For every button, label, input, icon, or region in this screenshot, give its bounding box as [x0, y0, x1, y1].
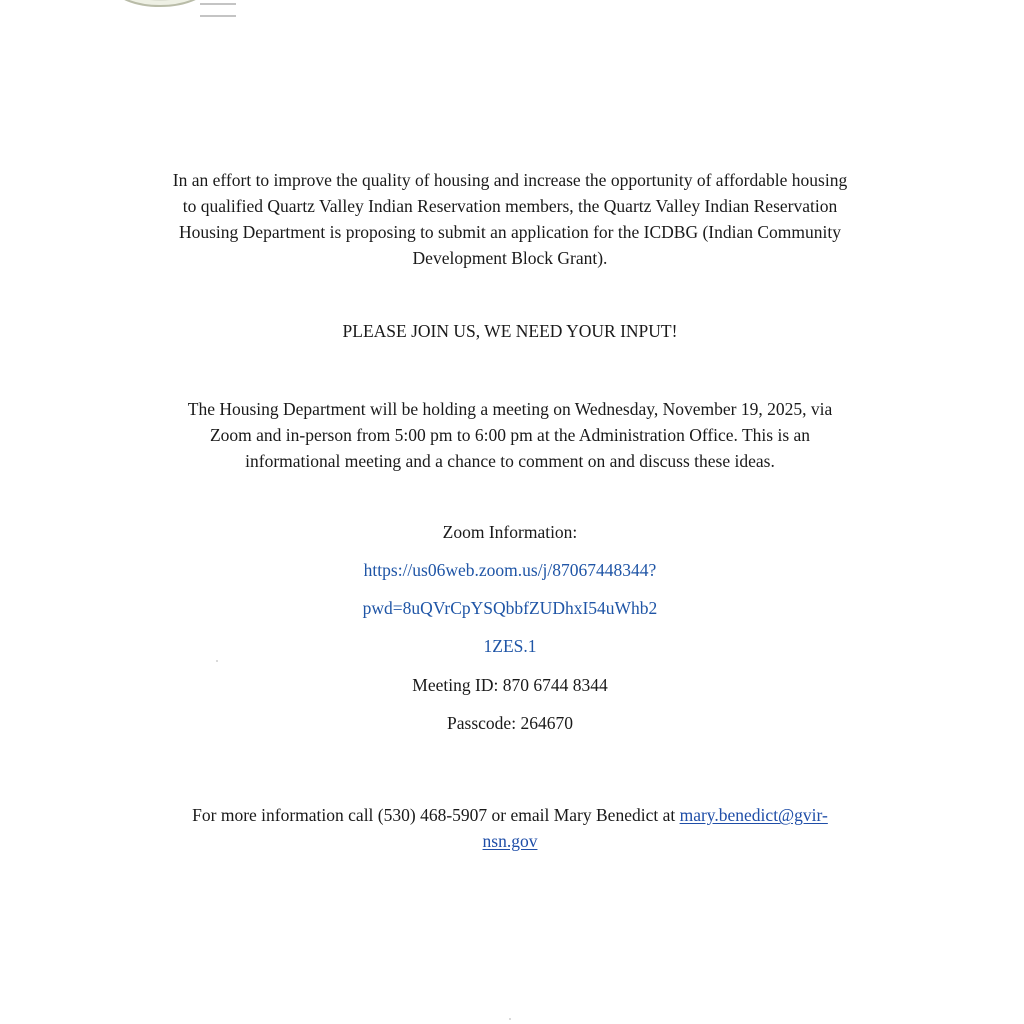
tribal-seal-logo: [60, 0, 250, 40]
meeting-paragraph: [100, 396, 920, 474]
intro-line: Development Block Grant).: [412, 248, 608, 268]
meeting-line: informational meeting and a chance to comment on and discuss these ideas.: [245, 451, 775, 471]
contact-line: [100, 802, 920, 828]
meeting-line: The Housing Department will be holding a meeting on Wednesday, November 19, 2025, via: [187, 399, 833, 419]
zoom-link-line[interactable]: 1ZES.1: [483, 636, 537, 656]
contact-paragraph: [100, 802, 920, 854]
scan-speck: [216, 660, 218, 662]
zoom-heading: Zoom Information:: [442, 522, 578, 542]
meeting-id: Meeting ID: 870 6744 8344: [412, 675, 608, 695]
intro-line: to qualified Quartz Valley Indian Reservation members, the Quartz Valley Indian Reservation: [182, 196, 838, 216]
meeting-line: Zoom and in-person from 5:00 pm to 6:00 pm at the Administration Office. This is an: [209, 425, 811, 445]
intro-paragraph: [100, 167, 920, 271]
zoom-link-line[interactable]: https://us06web.zoom.us/j/87067448344?: [363, 560, 657, 580]
intro-line: In an effort to improve the quality of housing and increase the opportunity of affordable housing: [172, 170, 848, 190]
email-link-continued[interactable]: nsn.gov: [482, 831, 538, 851]
scan-speck: [509, 1018, 511, 1020]
email-link[interactable]: mary.benedict@gvir-: [679, 805, 828, 825]
contact-text: For more information call (530) 468-5907 or email Mary Benedict at: [192, 805, 680, 825]
call-to-action: PLEASE JOIN US, WE NEED YOUR INPUT!: [342, 321, 678, 341]
contact-line: [100, 828, 920, 854]
passcode: Passcode: 264670: [447, 713, 573, 733]
intro-line: Housing Department is proposing to submit an application for the ICDBG (Indian Community: [178, 222, 841, 242]
zoom-link-line[interactable]: pwd=8uQVrCpYSQbbfZUDhxI54uWhb2: [362, 598, 658, 618]
